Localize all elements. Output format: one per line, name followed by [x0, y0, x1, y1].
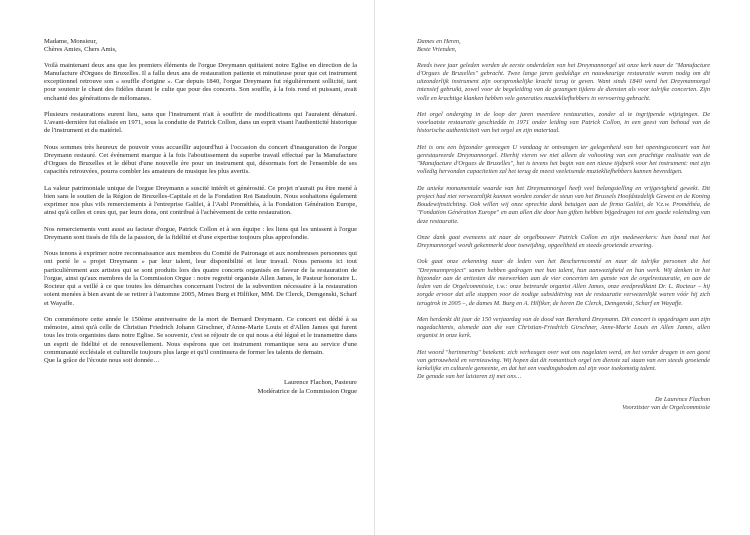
dutch-salutation-line: Dames en Heren, [417, 38, 461, 45]
french-paragraph: Nous sommes très heureux de pouvoir vous accueillir aujourd'hui à l'occasion du concert d'inauguration de l'orgue Dreymann restauré. Cet événement marque à la fois l'aboutissement du superbe travail effectué par la Manufacture d'Orgues de Bruxelles et le début d'une nouvelle ère pour un instrument qui, désormais fort de l'ensemble de ses capacités retrouvées, pourra combler les amateurs de musique les plus avertis. [44, 143, 357, 176]
dutch-paragraph: Het orgel onderging in de loop der jaren meerdere restauraties, zonder al te ingrijpende wijzigingen. De voorlaatste restauratie geschiedde in 1971 onder leiding van Patrick Collon, in een geest van behoud van de historische authenticiteit van het orgel en zijn materiaal. [417, 110, 710, 135]
dutch-paragraph: Onze dank gaat eveneens uit naar de orgelbouwer Patrick Collon en zijn medewerkers: hun band met het Dreymannorgel wordt gekenmerkt door toewijding, opgeeltheid en steeds groeiende ervaring. [417, 233, 710, 249]
french-salutation-line: Chères Amies, Chers Amis, [44, 46, 117, 54]
dutch-paragraph: Men herdenkt dit jaar de 150 verjaardag van de dood van Bernhard Dreymann. Dit concert is opgedragen aan zijn nagedachtenis, alsmede aan die van Christian-Friedrich Girschner, Anne-Marie Louis en Allen James, allen organist in onze kerk. [417, 315, 710, 340]
dutch-signature-role: Voorzitster van de Orgelcommissie [622, 403, 710, 411]
french-paragraph: On commémore cette année le 150ème anniversaire de la mort de Bernard Dreymann. Ce concert est dédié à sa mémoire, ainsi qu'à celle de Christian Friedrich Johann Girschner, d'Anne-Marie Louis et d'Allen James qui furent tous les trois organistes dans notre Eglise. Se souvenir, c'est se réjouir de ce qui nous a été légué et le transmettre dans un esprit de fidélité et de renouvellement. Nous espérons que cet instrument romantique sera au service d'une communauté ecclésiale et culturelle toujours plus large et qu'il continuera de former les talents de demain. [44, 315, 357, 356]
dutch-letter-page [375, 0, 750, 535]
french-salutation-line: Madame, Monsieur, [44, 38, 98, 45]
french-paragraph: Nous tenons à exprimer notre reconnaissance aux membres du Comité de Patronage et aux nombreuses personnes qui ont porté le « projet Dreymann » par leur talent, leur disponibilité et leur travail. Nous pensons ici tout particulièrement aux artistes qui se sont produits lors des quatre concerts organisés en faveur de la restauration de l'orgue, ainsi qu'aux membres de la Commission Orgue : notre regretté organiste Allen James, le Pasteur honoraire L. Rocteur qui a veillé à ce que toutes les démarches concernant l'octroi de la subvention nécessaire à la restauration soient menées à bien avant de se retirer à l'automne 2005, Mmes Burg et Hilfiker, MM. De Clerck, Demgenski, Scharf et Wayaffe. [44, 250, 357, 307]
dutch-paragraph: Het woord "herinnering" betekent: zich verheugen over wat ons nagelaten werd, en het verder dragen in een geest van getrouwheid en vernieuwing. Wij hopen dat dit romantisch orgel ten dienste zal staan van een steeds groeiende kerkelijke en culturele gemeente, en dat het een voedingsbodem zal zijn voor toekomstig talent. [417, 348, 710, 372]
french-salutation [44, 38, 357, 55]
dutch-paragraph: Het is ons een bijzonder genoegen U vandaag te ontvangen ter gelegenheid van het openingsconcert van het gerestaureerde Dreymannorgel. Hierbij vieren we niet alleen de voltooiing van een prachtige realisatie van de "Manufacture d'Orgues de Bruxelles", het is tevens het begin van een nieuw tijdperk voor het instrument: met zijn volledig hervonden capaciteiten zal het terug de meest veeleisende muziekliefhebbers kunnen bevredigen. [417, 143, 710, 176]
dutch-salutation-line: Beste Vrienden, [417, 46, 457, 54]
dutch-paragraph: Ook gaat onze erkenning naar de leden van het Beschermcomité en naar de talrijke personen die het "Dreymannproject" samen hebben gedragen met hun talent, hun aanwezigheid en hun werk. Wij denken in het bijzonder aan de artiesten die meewerkten aan de vier concerten ten gunste van de orgelrestauratie, en aan de leden van de Orgelcommissie, t.w.: onze betreurde organist Allen James, onze eredpredikant Dr. L. Rocteur – hij zorgde ervoor dat alle stappen voor de nodige subsidiëring van de restauratie verwezenlijkt waren vóór hij zich terugtrok in 2005 –, de dames M. Burg en A. Hilfiker, de heren De Clerck, Demgenski, Scharf en Wayaffe. [417, 258, 710, 307]
french-signature-name: Laurence Flachon, Pasteure [283, 379, 357, 387]
french-paragraph: Plusieurs restaurations eurent lieu, sans que l'instrument n'ait à souffrir de modifications qui l'auraient dénaturé. L'avant-dernière fut réalisée en 1971, sous la conduite de Patrick Collon, dans un esprit visant l'authenticité historique de l'instrument et du matériel. [44, 110, 357, 135]
french-paragraph: La valeur patrimoniale unique de l'orgue Dreymann a suscité intérêt et générosité. Ce projet n'aurait pu être mené à bien sans le soutien de la Région de Bruxelles-Capitale et de la Fondation Roi Baudouin. Nous souhaitons également exprimer nos plus vifs remerciements à l'entreprise Galilei, à l'Asbl Prométhéa, à la Fondation Génération Europe, ainsi qu'à celles et ceux qui, par leurs dons, ont contribué à l'achèvement de cette restauration. [44, 184, 357, 217]
french-paragraph: Nos remerciements vont aussi au facteur d'orgue, Patrick Collon et à son équipe : les liens qui les unissent à l'orgue Dreymann sont tissés de fils de la passion, de la fidélité et d'une expertise toujours plus approfondie. [44, 225, 357, 241]
dutch-paragraph: Reeds twee jaar geleden werden de eerste onderdelen van het Dreymannorgel uit onze kerk naar de "Manufacture d'Orgues de Bruxelles" gebracht. Twee lange jaren geduldige en nauwkeurige restauratie waren nodig om dit uitzonderlijk instrument zijn oorspronkelijke kracht terug te geven. Want sinds 1840 werd het Dreymannorgel intensief gebruikt, zowel voor de begeleiding van de gezangen tijdens de diensten als voor talrijke concerten. Zijn volle en krachtige klanken hebben vele generaties muziekliefhebbers in vervoering gebracht. [417, 61, 710, 102]
french-paragraph: Voilà maintenant deux ans que les premiers éléments de l'orgue Dreymann quittaient notre Eglise en direction de la Manufacture d'Orgues de Bruxelles. Il a fallu deux ans de restauration patiente et minutieuse pour que cet instrument exceptionnel retrouve son « souffle d'origine ». Car depuis 1840, l'orgue Dreymann fut régulièrement sollicité, tant pour soutenir le chant des fidèles durant le culte que pour des concerts. Son souffle, à la fois rond et puissant, avait enchanté des générations de mélomanes. [44, 61, 357, 102]
dutch-salutation [417, 38, 710, 55]
french-signature [44, 379, 357, 396]
french-signature-role: Modératrice de la Commission Orgue [257, 387, 357, 395]
dutch-paragraph: De unieke monumentale waarde van het Dreymannorgel heeft veel belangstelling en vrijgevigheid gewekt. Dit project had niet verwezenlijkt kunnen worden zonder de steun van het Brussels Hoofdstedelijk Gewest en de Koning Boudewijnstichting. Ook willen wij onze oprechte dank betuigen aan de firma Galilei, de V.z.w. Prométhéa, de "Fondation Génération Europe" en aan allen die door hun giften hebben bijgedragen tot een goede voleinding van deze restauratie. [417, 184, 710, 225]
dutch-closing: De genade van het luisteren zij met ons… [417, 373, 522, 381]
french-closing: Que la grâce de l'écoute nous soit donnée… [44, 357, 160, 364]
dutch-signature [417, 396, 710, 413]
dutch-signature-name: De Laurence Flachon [654, 395, 710, 403]
